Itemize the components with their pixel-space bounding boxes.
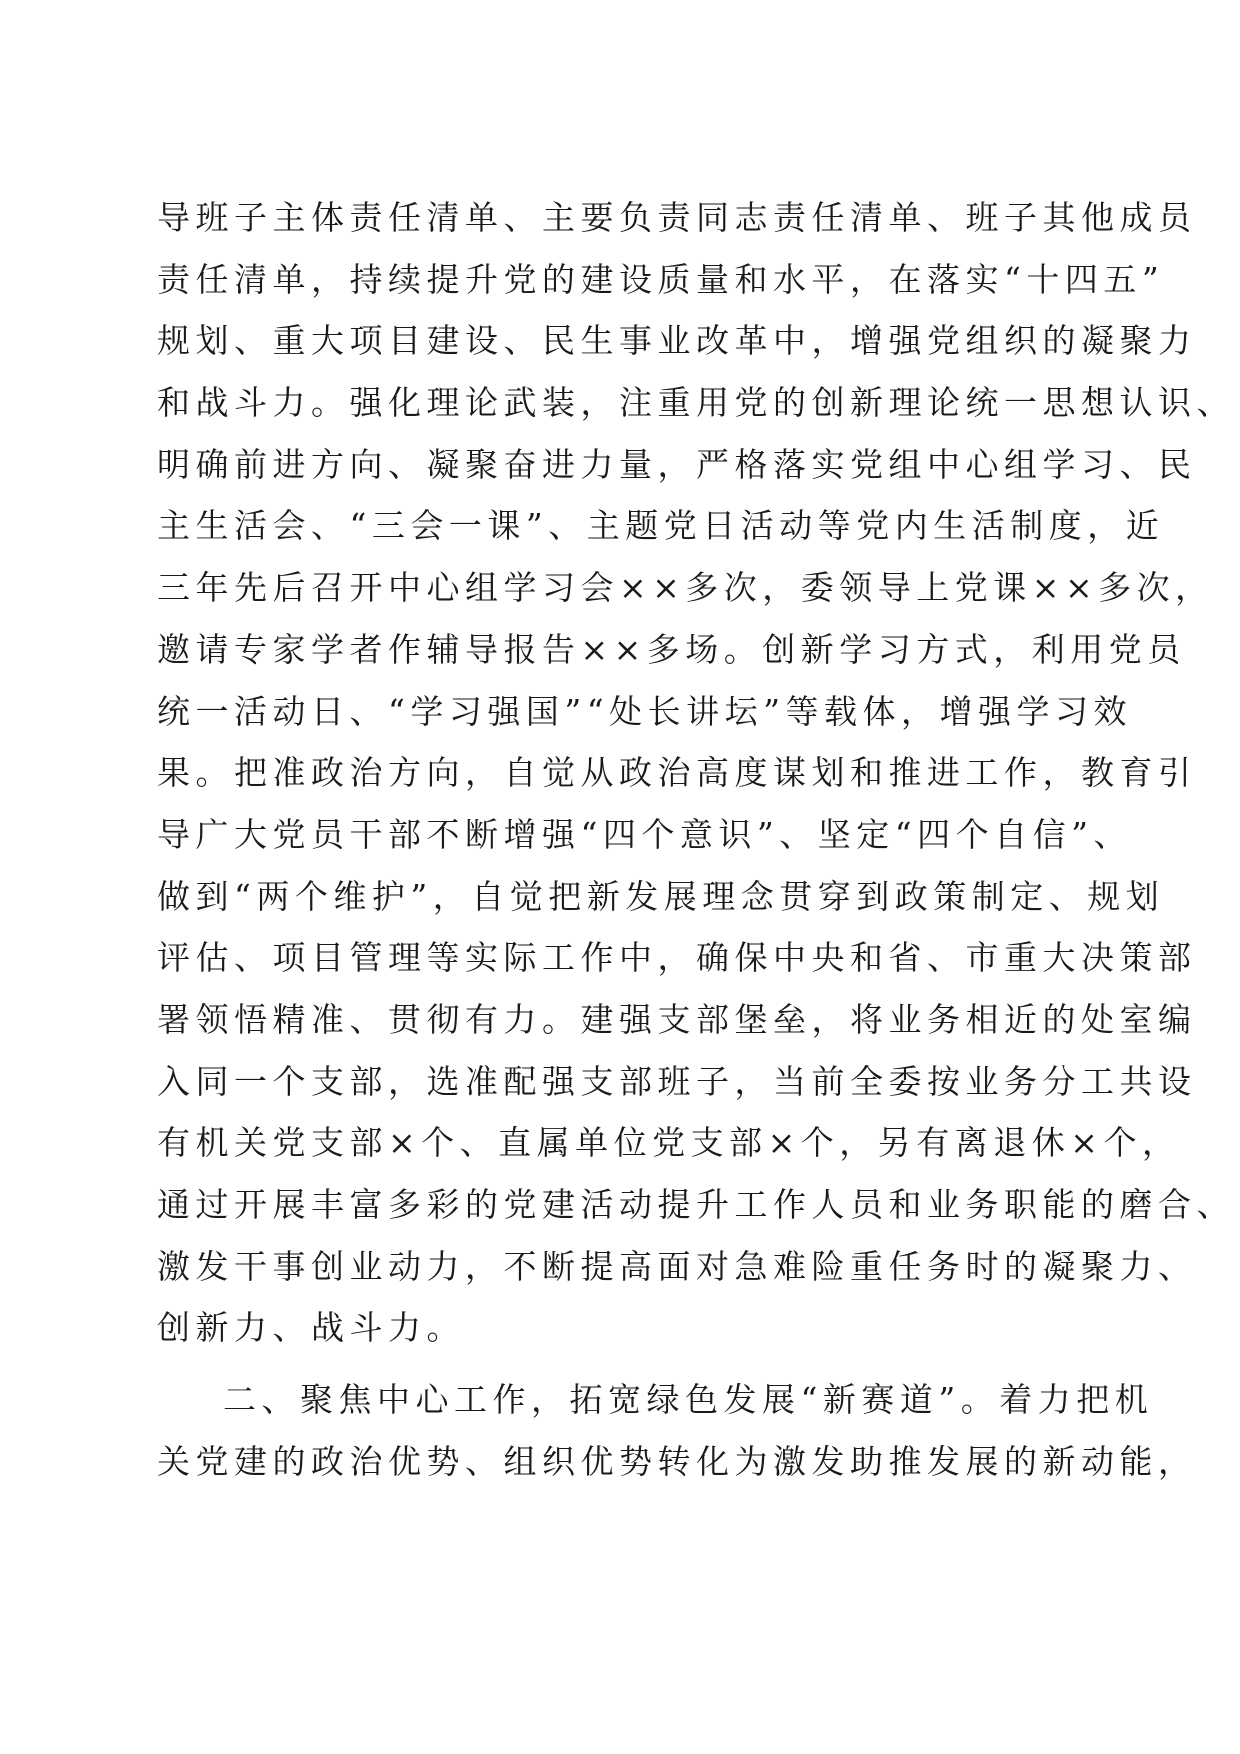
text-line: 评估、项目管理等实际工作中，确保中央和省、市重大决策部 [157,938,1197,978]
text-line: 明确前进方向、凝聚奋进力量，严格落实党组中心组学习、民 [157,444,1197,484]
text-line: 果。把准政治方向，自觉从政治高度谋划和推进工作，教育引 [157,753,1197,793]
text-line: 邀请专家学者作辅导报告××多场。创新学习方式，利用党员 [157,629,1186,669]
text-line: 规划、重大项目建设、民生事业改革中，增强党组织的凝聚力 [157,321,1197,361]
text-line: 统一活动日、“学习强国”“处长讲坛”等载体，增强学习效 [157,691,1132,731]
text-line: 入同一个支部，选准配强支部班子，当前全委按业务分工共设 [157,1061,1197,1101]
text-line: 二、聚焦中心工作，拓宽绿色发展“新赛道”。着力把机 [223,1380,1154,1420]
text-line: 创新力、战斗力。 [157,1308,465,1348]
text-line: 署领悟精准、贯彻有力。建强支部堡垒，将业务相近的处室编 [157,999,1197,1039]
text-line: 激发干事创业动力，不断提高面对急难险重任务时的凝聚力、 [157,1246,1197,1286]
paragraph-2 [157,1369,1197,1492]
text-line: 主生活会、“三会一课”、主题党日活动等党内生活制度，近 [157,506,1165,546]
text-line: 有机关党支部×个、直属单位党支部×个，另有离退休×个， [157,1123,1181,1163]
paragraph-spacer [157,1359,1087,1369]
text-line: 三年先后召开中心组学习会××多次，委领导上党课××多次， [157,568,1214,608]
text-line: 和战斗力。强化理论武装，注重用党的创新理论统一思想认识、 [157,383,1235,423]
text-line: 关党建的政治优势、组织优势转化为激发助推发展的新动能， [157,1441,1197,1481]
text-line: 导班子主体责任清单、主要负责同志责任清单、班子其他成员 [157,198,1197,237]
text-line: 通过开展丰富多彩的党建活动提升工作人员和业务职能的磨合、 [157,1185,1235,1224]
paragraph-1 [157,187,1235,1359]
text-line: 导广大党员干部不断增强“四个意识”、坚定“四个自信”、 [157,814,1132,854]
body-text [157,187,1235,1492]
text-line: 做到“两个维护”，自觉把新发展理念贯穿到政策制定、规划 [157,876,1165,916]
text-line: 责任清单，持续提升党的建设质量和水平，在落实“十四五” [157,259,1165,299]
